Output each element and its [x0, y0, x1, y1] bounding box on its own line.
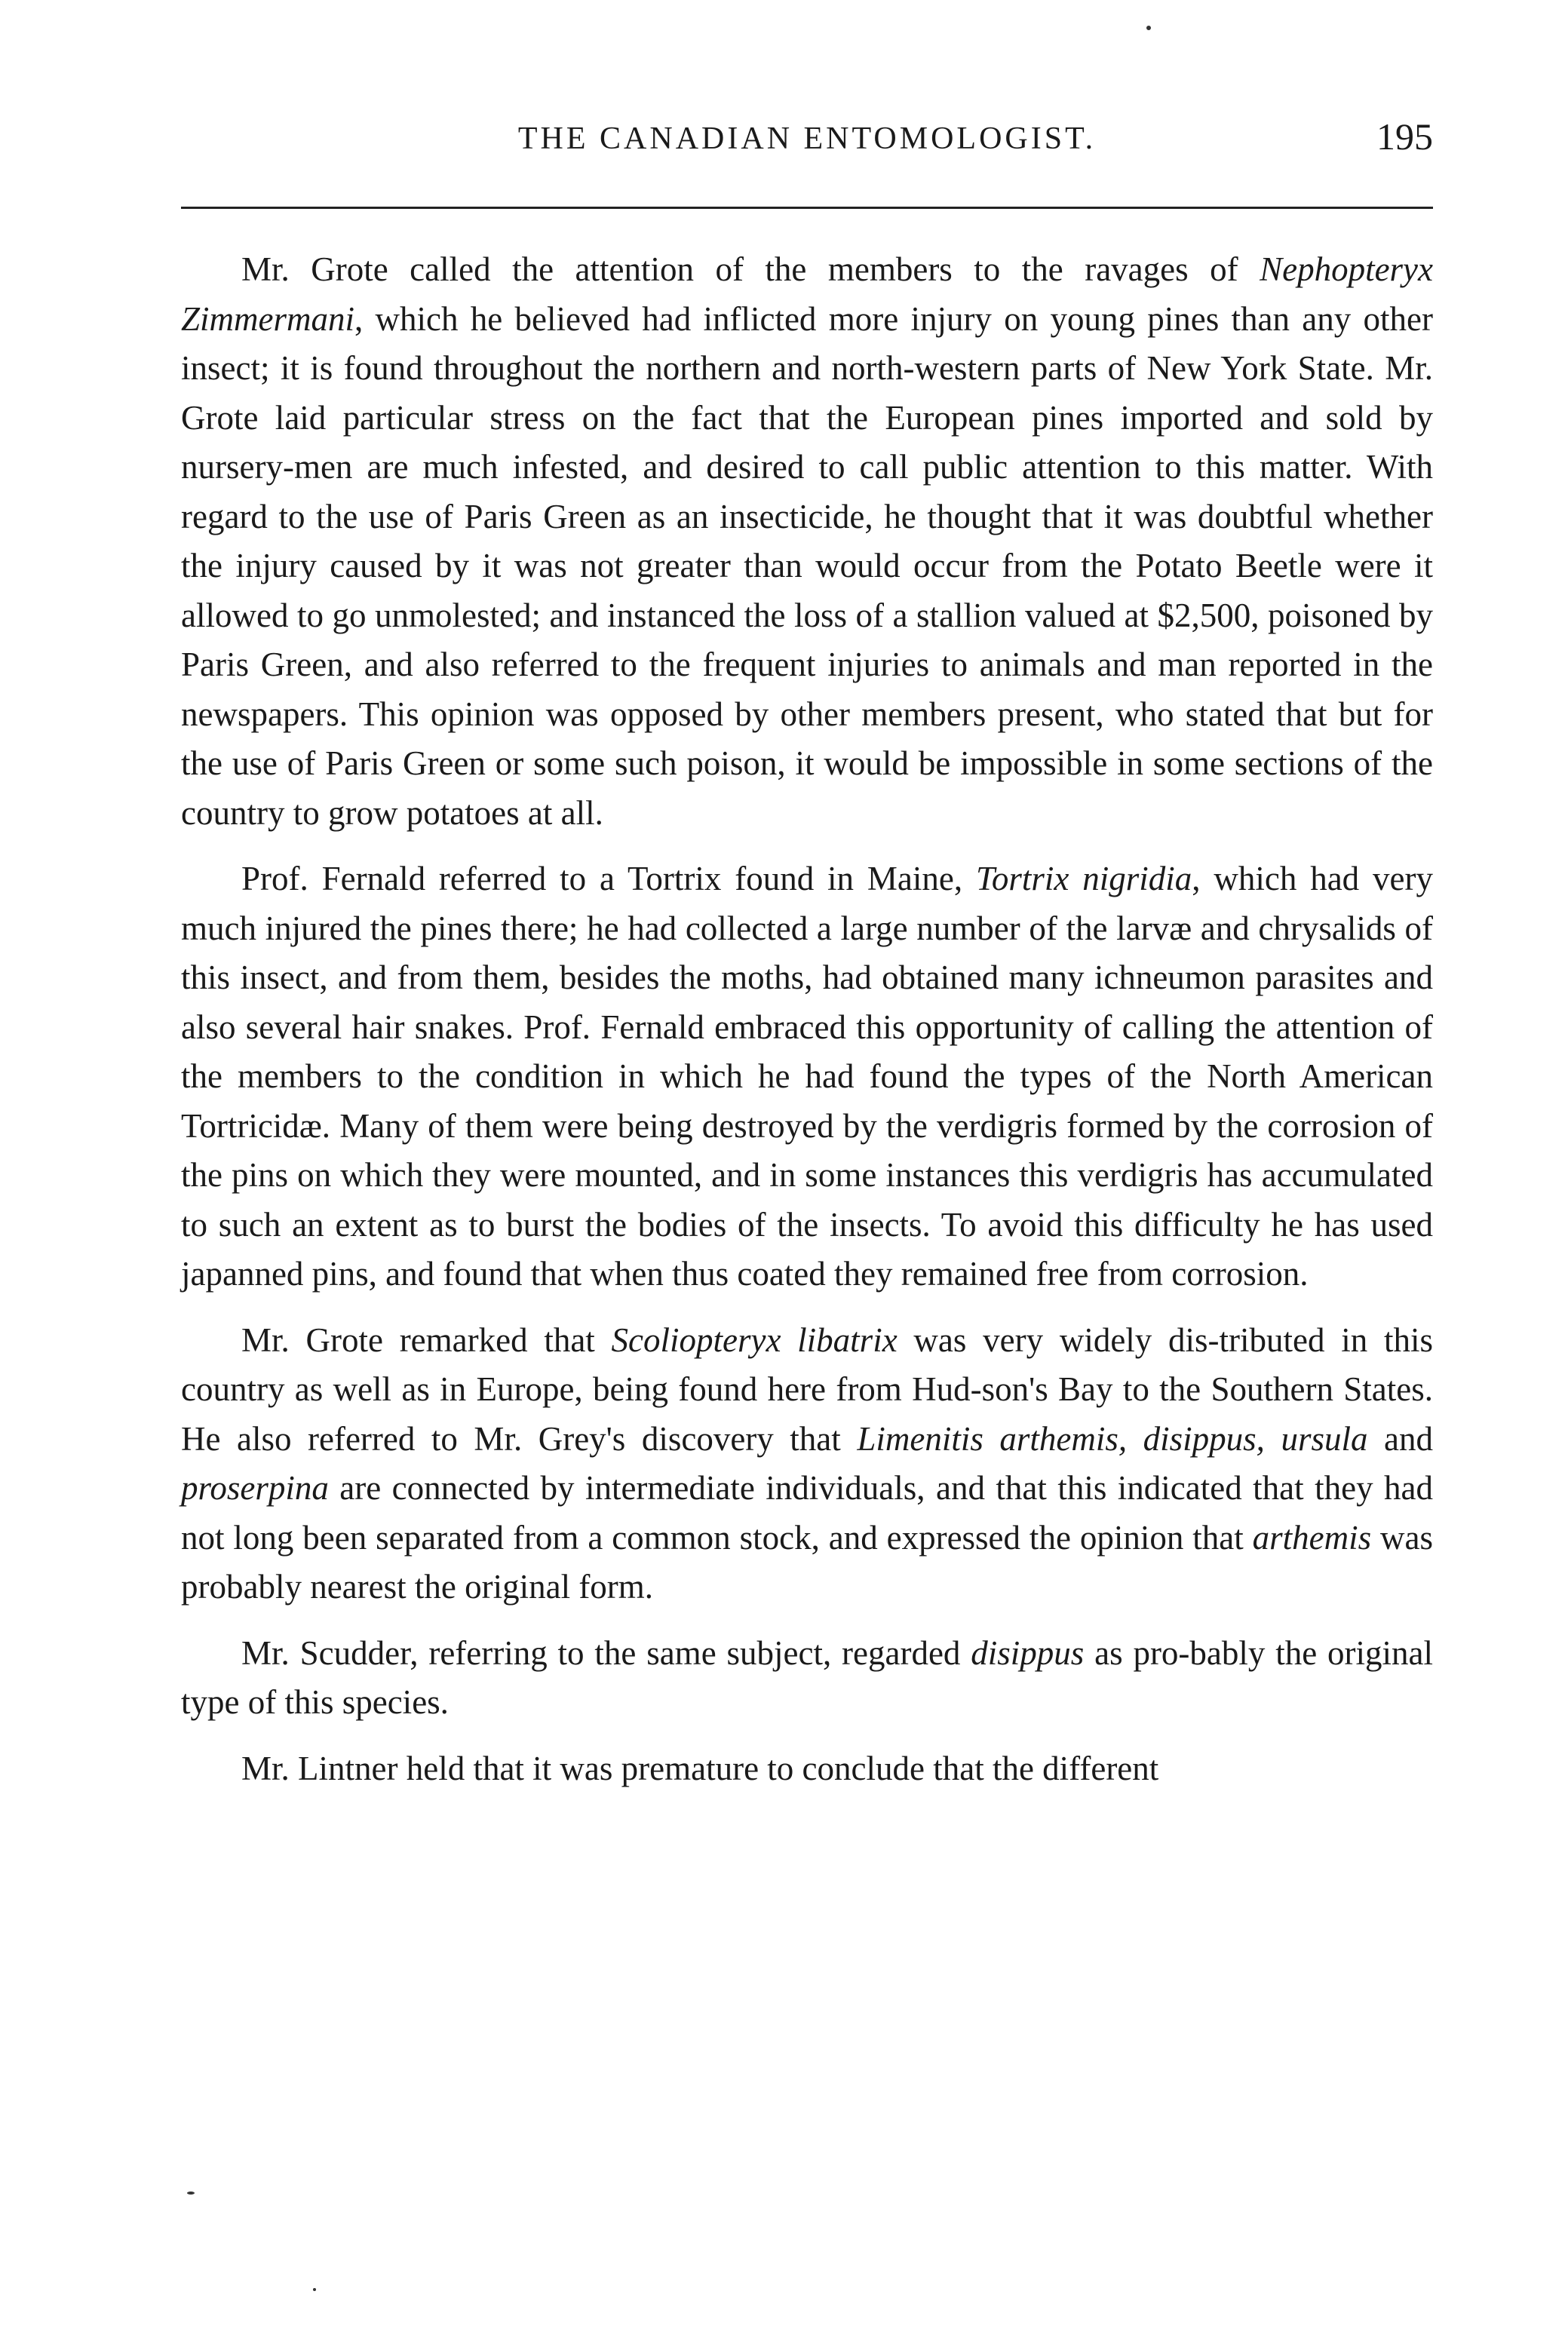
paragraph: [181, 1744, 1433, 1794]
text-run: and: [1367, 1419, 1434, 1458]
italic-taxon-name: Limenitis arthemis, disippus, ursula: [857, 1419, 1368, 1458]
italic-taxon-name: Tortrix nigridia: [975, 860, 1192, 897]
text-run: Prof. Fernald referred to a Tortrix found in Maine,: [241, 860, 976, 897]
italic-taxon-name: arthemis: [1252, 1518, 1372, 1557]
running-header: [181, 115, 1433, 181]
paragraph: [181, 854, 1433, 1299]
paragraph: [181, 1629, 1433, 1728]
italic-taxon-name: Scoliopteryx libatrix: [611, 1320, 898, 1359]
text-run: Mr. Lintner held that it was premature to conclude that the different: [241, 1749, 1159, 1787]
page: [181, 115, 1434, 1810]
text-run: Mr. Grote remarked that: [241, 1320, 612, 1359]
text-run: as pro-bably the original type of this species.: [181, 1633, 1433, 1721]
body-text: [181, 245, 1433, 1793]
print-speck: [313, 2288, 316, 2291]
print-speck: [1146, 26, 1151, 30]
text-run: Mr. Grote called the attention of the members to the ravages of: [241, 250, 1260, 288]
header-rule: [181, 207, 1433, 209]
italic-taxon-name: proserpina: [181, 1469, 329, 1507]
text-run: , which had very much injured the pines there; he had collected a large number of the larvæ and chrysalids of this insect, and from them, besides the moths, had obtained many ichneumon parasites and also several hair snakes. Prof. Fernald embraced this opportunity of calling the attention of the members to the condition in which he had found the types of the North American Tortricidæ. Many of them were being destroyed by the verdigris formed by the corrosion of the pins on which they were mounted, and in some instances this verdigris has accumulated to such an extent as to burst the bodies of the insects. To avoid this difficulty he has used japanned pins, and found that when thus coated they remained free from corrosion.: [181, 860, 1433, 1293]
text-run: was probably nearest the original form.: [181, 1518, 1433, 1606]
running-title: THE CANADIAN ENTOMOLOGIST.: [517, 121, 1097, 156]
page-number: 195: [1376, 115, 1433, 158]
text-run: was very widely dis-tributed in this country as well as in Europe, being found here from Hud-son's Bay to the Southern States. He also referred to Mr. Grey's discovery that: [181, 1320, 1433, 1458]
paragraph: [181, 1316, 1433, 1612]
text-run: , which he believed had inflicted more injury on young pines than any other insect; it is found throughout the northern and north-western parts of New York State. Mr. Grote laid particular stress on the fact that the European pines imported and sold by nursery-men are much infested, and desired to call public attention to this matter. With regard to the use of Paris Green as an insecticide, he thought that it was doubtful whether the injury caused by it was not greater than would occur from the Potato Beetle were it allowed to go unmolested; and instanced the loss of a stallion valued at $2,500, poisoned by Paris Green, and also referred to the frequent injuries to animals and man reported in the newspapers. This opinion was opposed by other members present, who stated that but for the use of Paris Green or some such poison, it would be impossible in some sections of the country to grow potatoes at all.: [181, 299, 1433, 832]
text-run: are connected by intermediate individuals, and that this indicated that they had not long been separated from a common stock, and expressed the opinion that: [181, 1469, 1433, 1557]
italic-taxon-name: Nephopteryx Zimmermani: [181, 250, 1433, 338]
italic-taxon-name: disippus: [971, 1633, 1085, 1672]
text-run: Mr. Scudder, referring to the same subject, regarded: [241, 1633, 971, 1672]
print-speck: [187, 2192, 195, 2195]
paragraph: [181, 245, 1433, 838]
